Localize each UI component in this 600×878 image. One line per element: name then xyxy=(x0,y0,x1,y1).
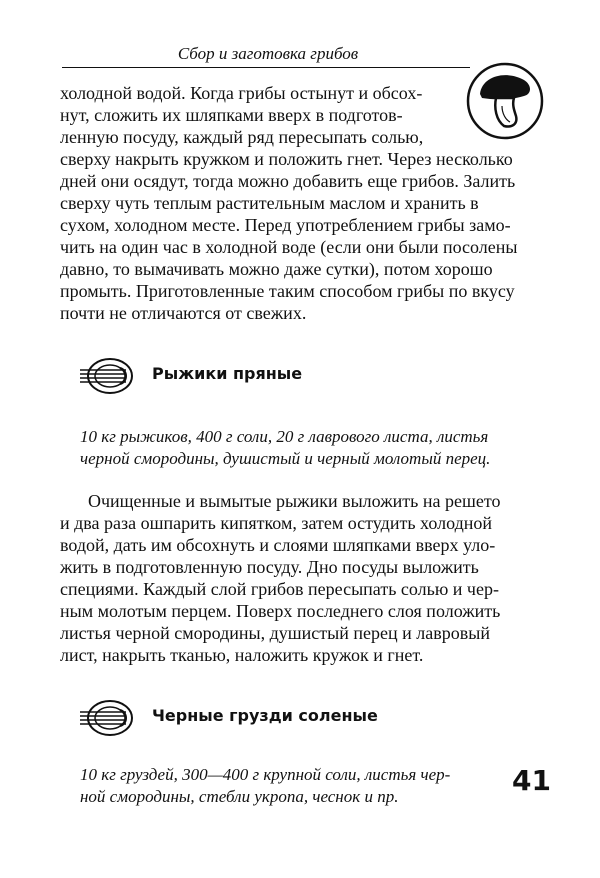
text-line: и два раза ошпарить кипятком, затем остудить холодной xyxy=(60,513,492,533)
header-rule xyxy=(62,67,470,68)
text-line: сверху чуть теплым растительным маслом и хранить в xyxy=(60,193,479,213)
text-line: почти не отличаются от свежих. xyxy=(60,303,307,323)
text-line: холодной водой. Когда грибы остынут и обсох- xyxy=(60,83,423,103)
text-line: сухом, холодном месте. Перед употреблением грибы замо- xyxy=(60,215,511,235)
page-number: 41 xyxy=(512,764,551,797)
ingredients-list xyxy=(80,764,450,808)
ingredients-line: 10 кг груздей, 300—400 г крупной соли, листья чер- xyxy=(80,765,451,784)
text-line: дней они осядут, тогда можно добавить еще грибов. Залить xyxy=(60,171,516,191)
recipe-heading xyxy=(76,698,556,738)
text-line: чить на один час в холодной воде (если они были посолены xyxy=(60,237,518,257)
ingredients-line: черной смородины, душистый и черный молотый перец. xyxy=(80,449,491,468)
text-line: нут, сложить их шляпками вверх в подготов- xyxy=(60,105,403,125)
method-paragraph xyxy=(60,490,548,666)
mushroom-icon xyxy=(466,62,544,140)
intro-paragraph xyxy=(60,82,518,324)
text-line: листья черной смородины, душистый перец и лавровый xyxy=(60,623,490,643)
text-line: специями. Каждый слой грибов пересыпать солью и чер- xyxy=(60,579,499,599)
ingredients-line: 10 кг рыжиков, 400 г соли, 20 г лаврового листа, листья xyxy=(80,427,489,446)
text-line: ным молотым перцем. Поверх последнего слоя положить xyxy=(60,601,501,621)
plate-fork-knife-icon xyxy=(76,356,136,396)
recipe-title: Рыжики пряные xyxy=(152,364,303,383)
recipe-title: Черные грузди соленые xyxy=(152,706,378,725)
running-head: Сбор и заготовка грибов xyxy=(177,44,359,63)
plate-fork-knife-icon xyxy=(76,698,136,738)
text-line: жить в подготовленную посуду. Дно посуды выложить xyxy=(60,557,479,577)
text-line: водой, дать им обсохнуть и слоями шляпками вверх уло- xyxy=(60,535,496,555)
text-line: Очищенные и вымытые рыжики выложить на решето xyxy=(88,491,501,511)
text-line: ленную посуду, каждый ряд пересыпать солью, xyxy=(60,127,424,147)
text-line: лист, накрыть тканью, наложить кружок и гнет. xyxy=(60,645,424,665)
text-line: промыть. Приготовленные таким способом грибы по вкусу xyxy=(60,281,515,301)
recipe-heading xyxy=(76,356,556,396)
text-line: давно, то вымачивать можно даже сутки), потом хорошо xyxy=(60,259,493,279)
ingredients-line: ной смородины, стебли укропа, чеснок и пр. xyxy=(80,787,399,806)
ingredients-list xyxy=(80,426,490,470)
text-line: сверху накрыть кружком и положить гнет. Через несколько xyxy=(60,149,513,169)
